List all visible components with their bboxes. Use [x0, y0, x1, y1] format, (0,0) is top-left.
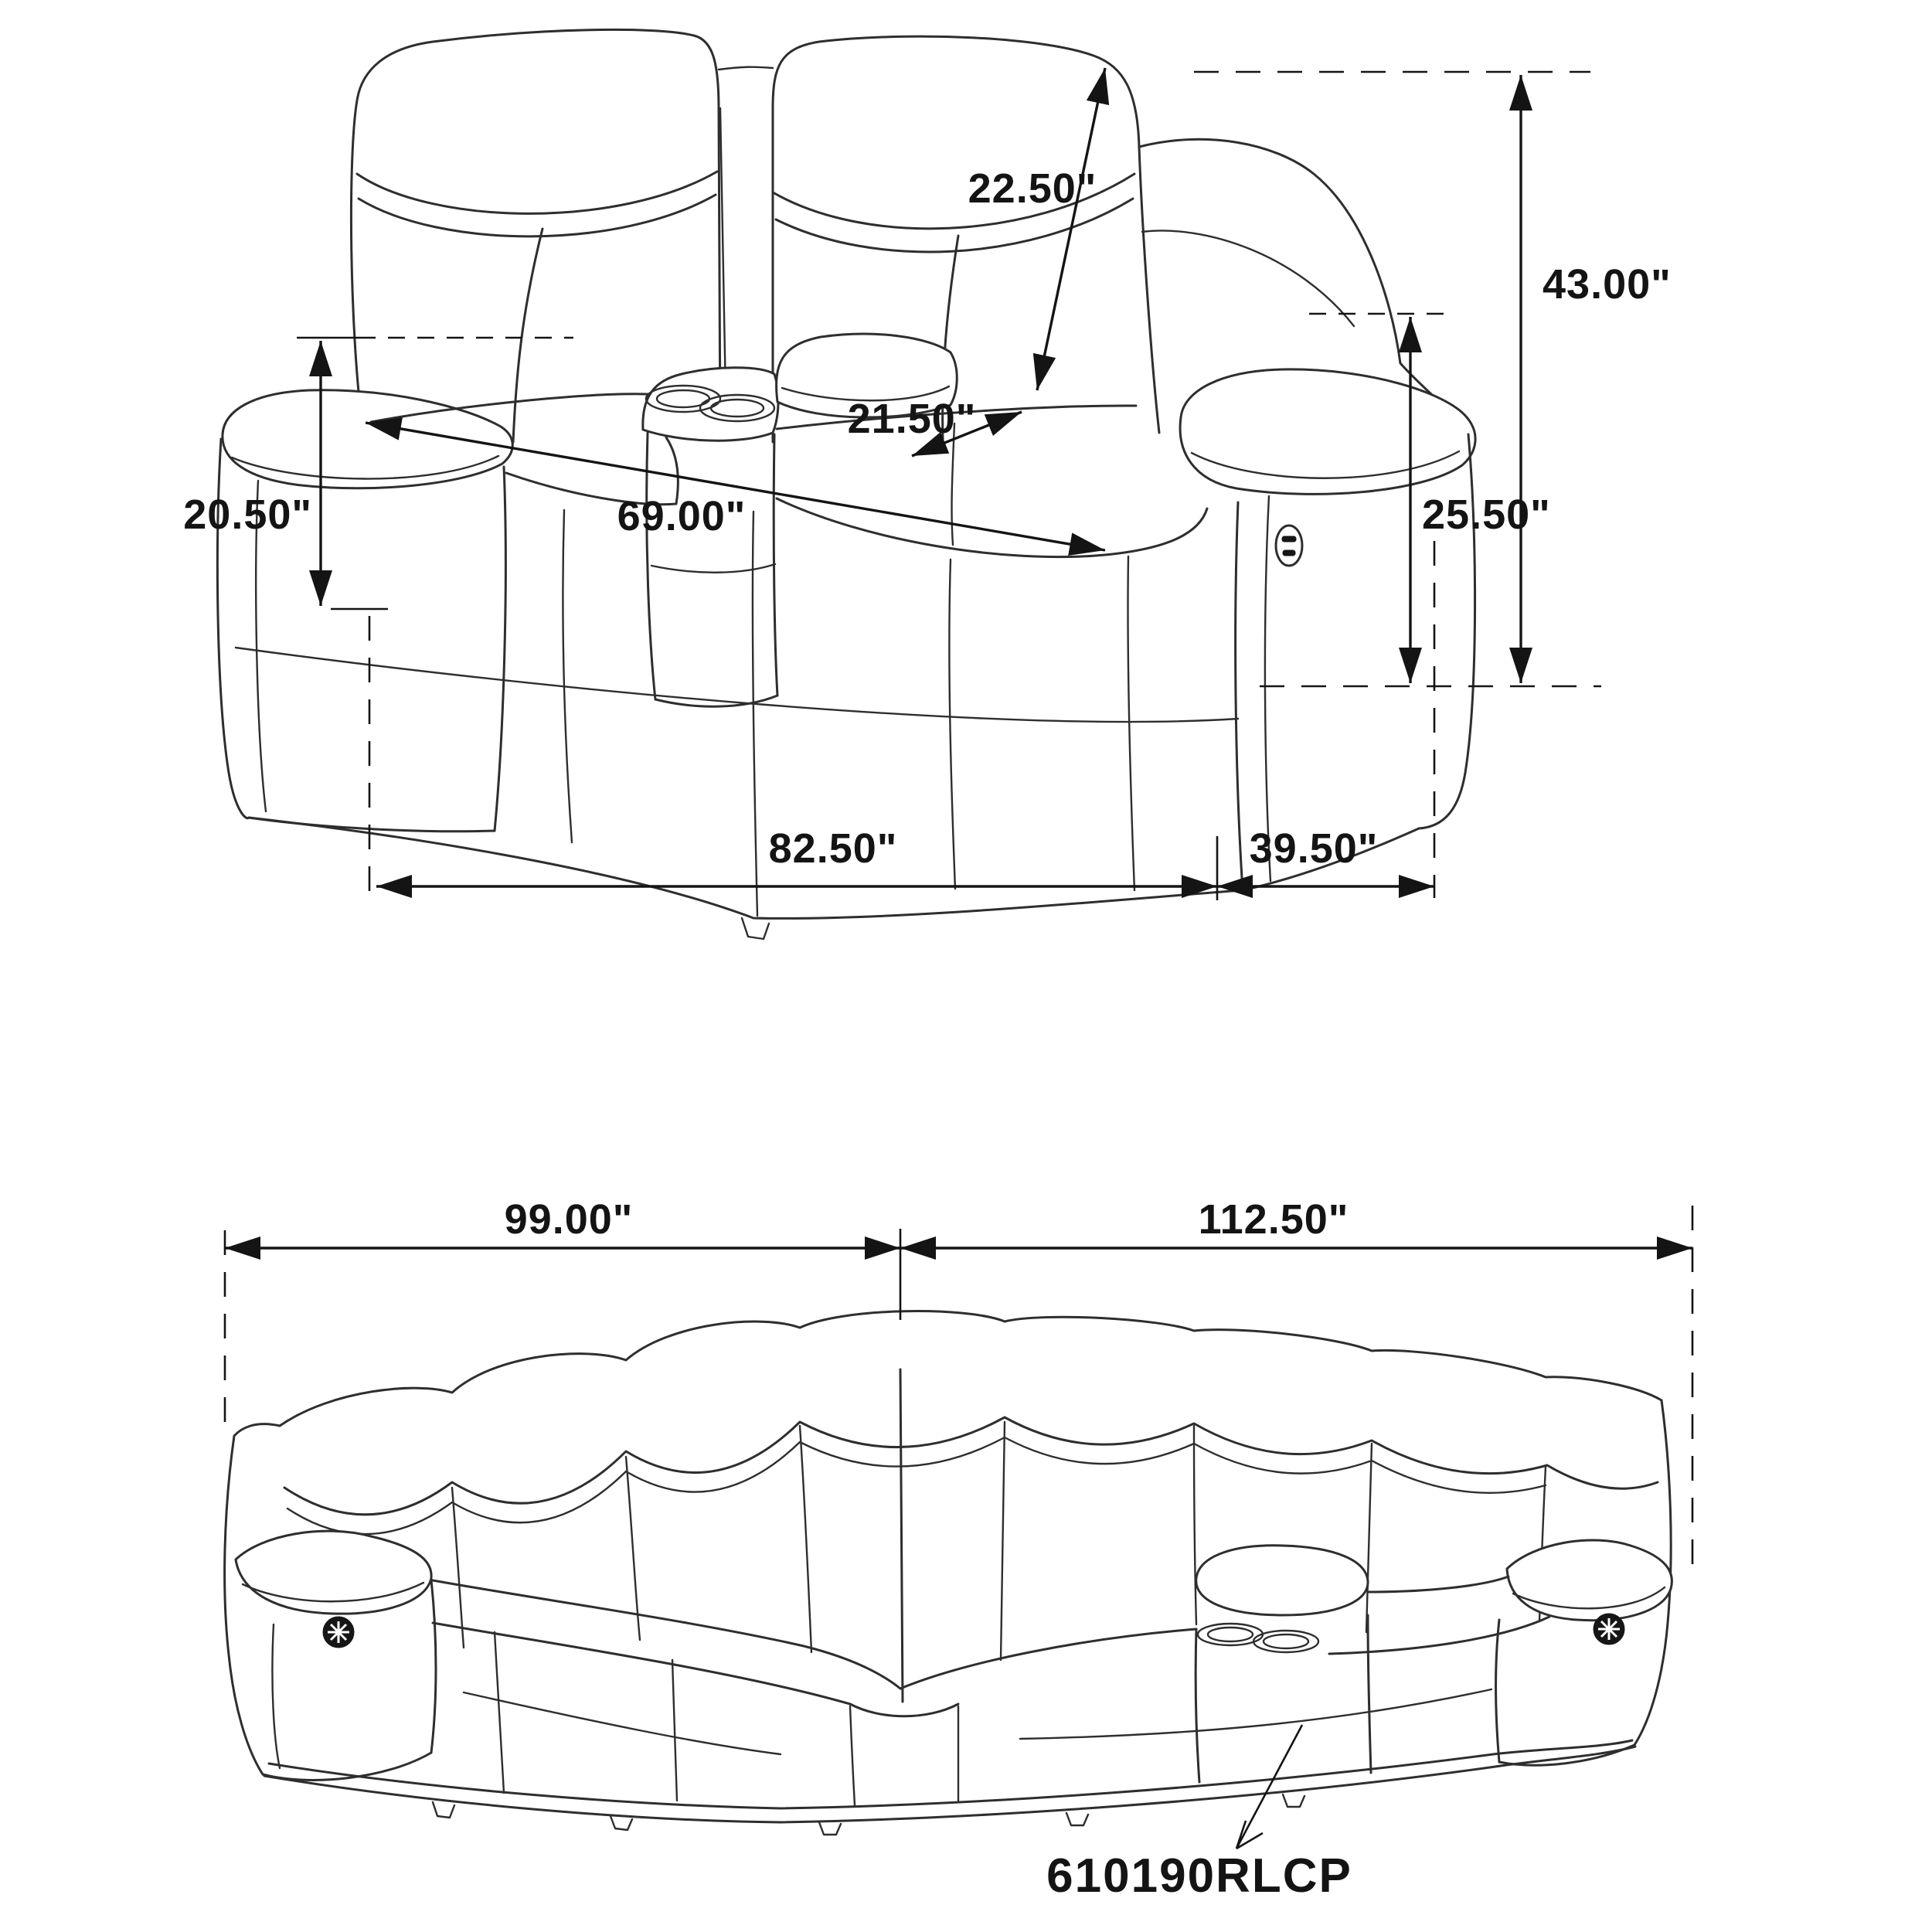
inner-width-label: 69.00" [617, 493, 747, 539]
dimension-left-wing-width [225, 1196, 900, 1431]
right-wing-width-label: 112.50" [1198, 1196, 1349, 1243]
dimension-seat-depth [848, 396, 1022, 456]
back-diagonal-label: 22.50" [968, 165, 1097, 212]
leader-arrow [1236, 1725, 1302, 1849]
dimension-overall-depth [1217, 825, 1434, 886]
loveseat-left-arm [217, 390, 512, 832]
loveseat-diagram [183, 29, 1671, 939]
sectional-console [1196, 1546, 1371, 1782]
arm-front-height-label: 20.50" [183, 492, 312, 538]
part-number-callout [1046, 1725, 1352, 1903]
overall-width-label: 82.50" [768, 825, 898, 872]
arm-back-height-label: 25.50" [1422, 492, 1551, 538]
sectional-right-arm [1496, 1400, 1672, 1765]
dimension-right-wing-width [900, 1196, 1692, 1577]
sectional-seats [264, 1577, 1635, 1835]
seat-depth-label: 21.50" [847, 396, 977, 442]
cup-holder-icon [1198, 1624, 1318, 1652]
dimension-back-diagonal [968, 68, 1105, 390]
left-wing-width-label: 99.00" [504, 1196, 634, 1243]
sectional-left-arm [225, 1424, 436, 1781]
power-button-icon [1594, 1614, 1624, 1645]
sectional-diagram [225, 1196, 1692, 1903]
part-number-label: 610190RLCP [1046, 1849, 1352, 1903]
dimension-arm-back-height [1309, 314, 1551, 683]
overall-height-label: 43.00" [1543, 261, 1672, 308]
dimension-inner-width [366, 423, 1105, 550]
power-switch-icon [1276, 526, 1302, 566]
loveseat-right-arm [1180, 369, 1475, 890]
power-button-icon [323, 1617, 354, 1648]
overall-depth-label: 39.50" [1249, 825, 1379, 872]
